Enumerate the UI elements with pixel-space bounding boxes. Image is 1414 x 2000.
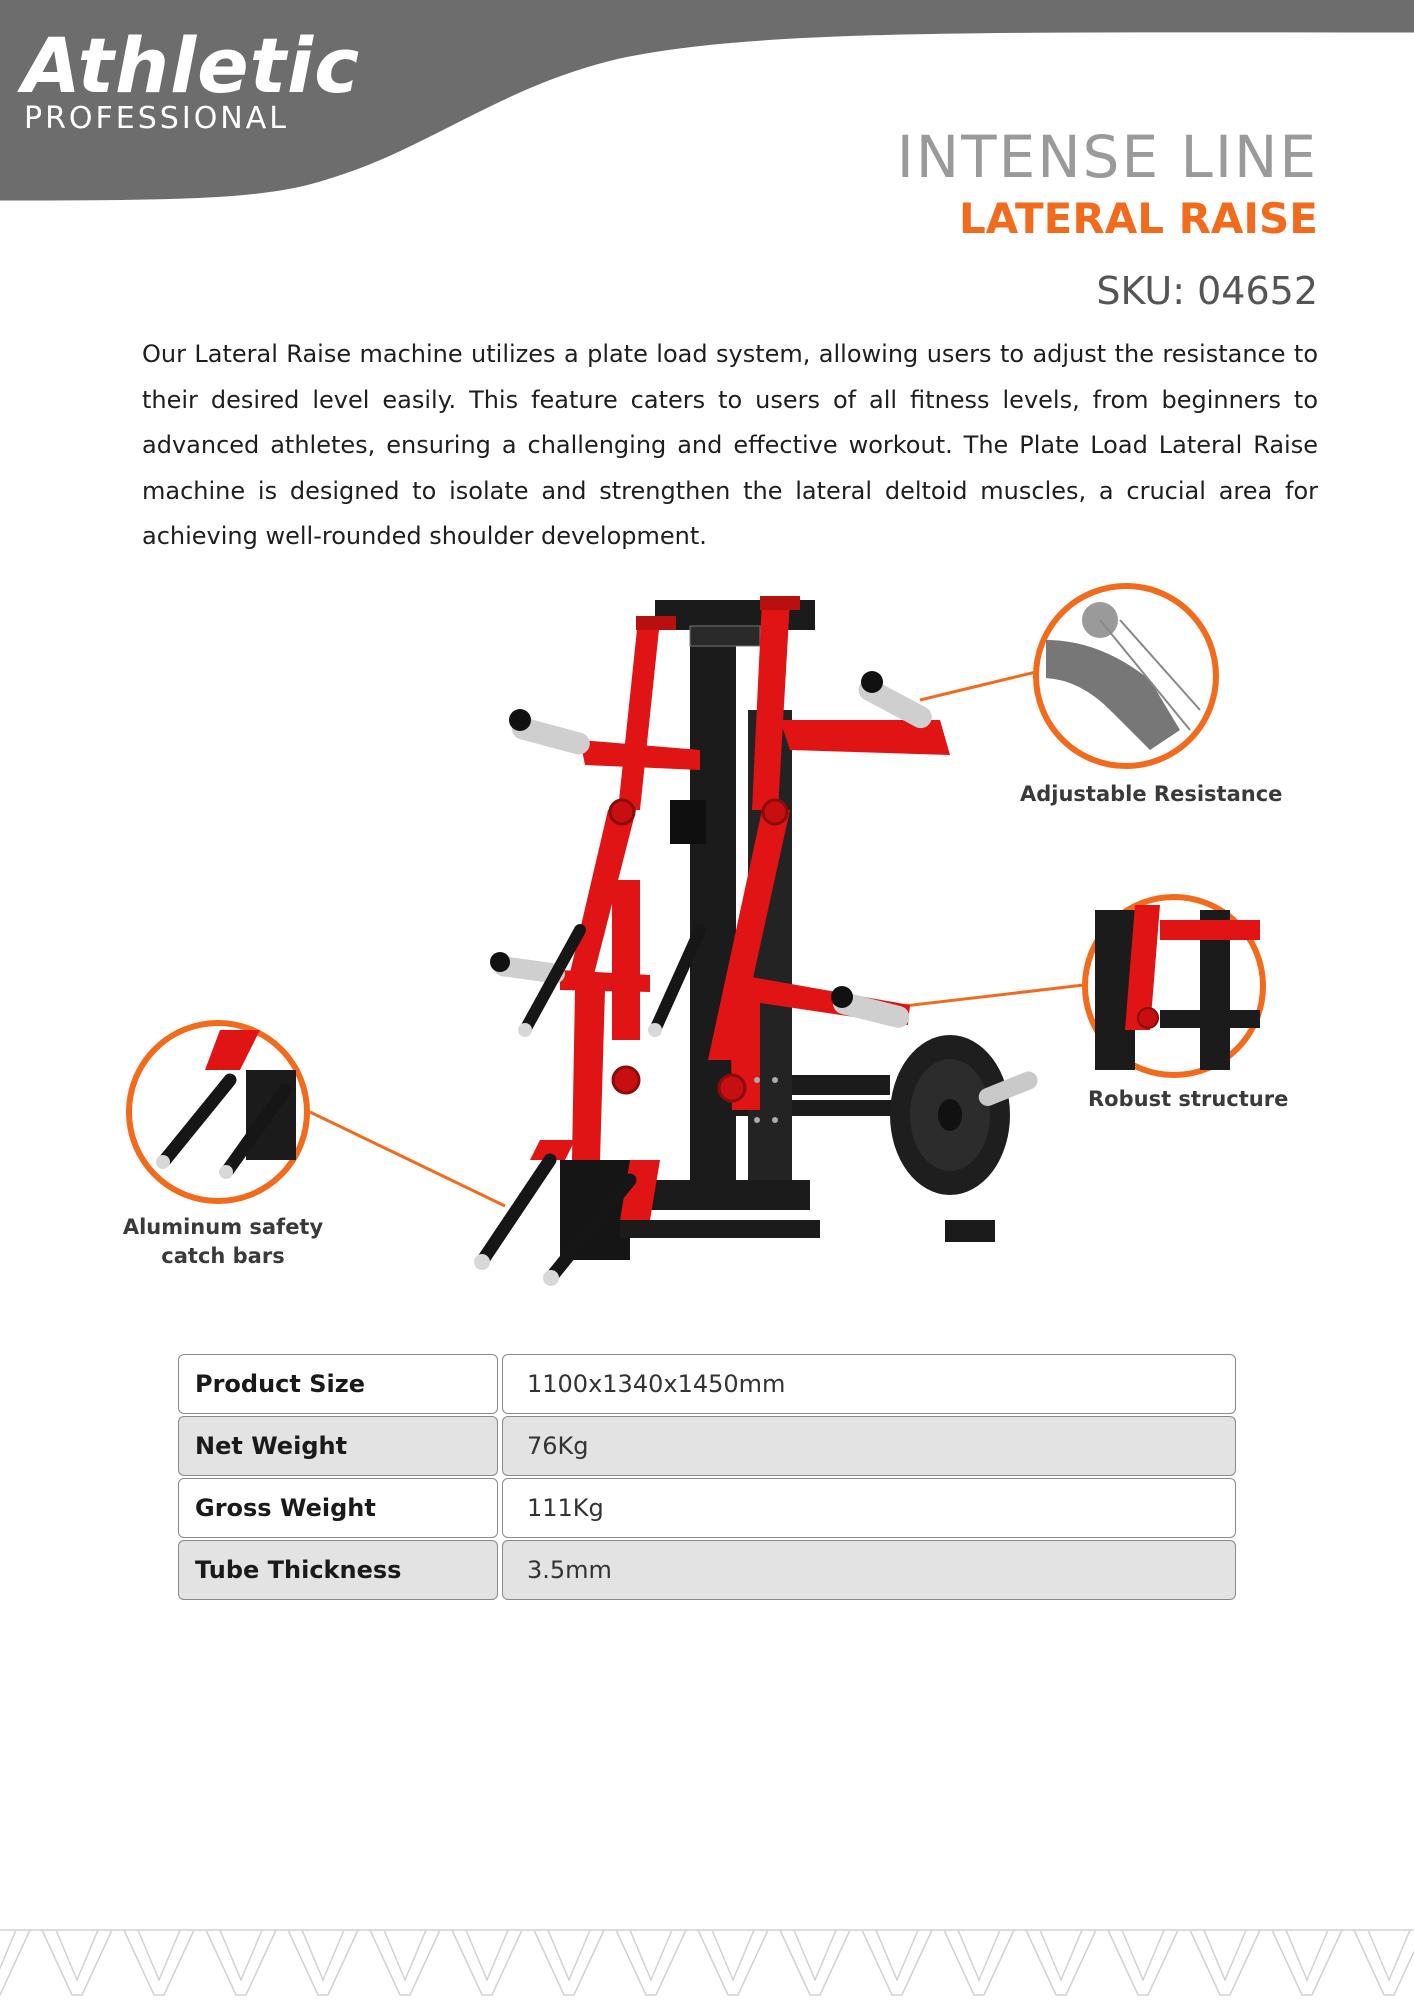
callout-adjustable-resistance: Adjustable Resistance [1020, 782, 1283, 806]
callout-catch-bars-line2: catch bars [161, 1244, 285, 1268]
callout-circle-adjustable [1036, 586, 1216, 766]
spec-value: 3.5mm [502, 1540, 1236, 1600]
product-line: INTENSE LINE [896, 123, 1318, 191]
spec-row [178, 1354, 1236, 1416]
spec-row [178, 1478, 1236, 1540]
product-sku: SKU: 04652 [1096, 269, 1318, 313]
spec-label: Gross Weight [178, 1478, 498, 1538]
spec-label: Tube Thickness [178, 1540, 498, 1600]
spec-value: 111Kg [502, 1478, 1236, 1538]
footer-pattern [0, 1920, 1414, 2000]
brand-subtitle: PROFESSIONAL [24, 101, 289, 136]
product-illustration [0, 560, 1414, 1320]
product-description: Our Lateral Raise machine utilizes a plate load system, allowing users to adjust the resistance to their desired level easily. This feature caters to users of all fitness levels, from beginners to advanced athletes, ensuring a challenging and effective workout. The Plate Load Lateral Raise machine is designed to isolate and strengthen the lateral deltoid muscles, a crucial area for achieving well-rounded shoulder development. [142, 340, 1318, 550]
spec-row [178, 1540, 1236, 1602]
specs-table [178, 1354, 1236, 1602]
spec-label: Net Weight [178, 1416, 498, 1476]
brand-logo: Athletic [22, 21, 361, 110]
callout-catch-bars-line1: Aluminum safety [122, 1215, 324, 1239]
spec-value: 76Kg [502, 1416, 1236, 1476]
spec-label: Product Size [178, 1354, 498, 1414]
spec-value: 1100x1340x1450mm [502, 1354, 1236, 1414]
callout-circle-catch-bars [129, 1023, 307, 1201]
product-title: LATERAL RAISE [959, 194, 1318, 243]
callout-line-adjustable [920, 672, 1036, 700]
callout-circle-robust [1085, 897, 1263, 1075]
callout-robust-structure: Robust structure [1088, 1087, 1289, 1111]
spec-row [178, 1416, 1236, 1478]
callout-line-catch [310, 1112, 505, 1206]
